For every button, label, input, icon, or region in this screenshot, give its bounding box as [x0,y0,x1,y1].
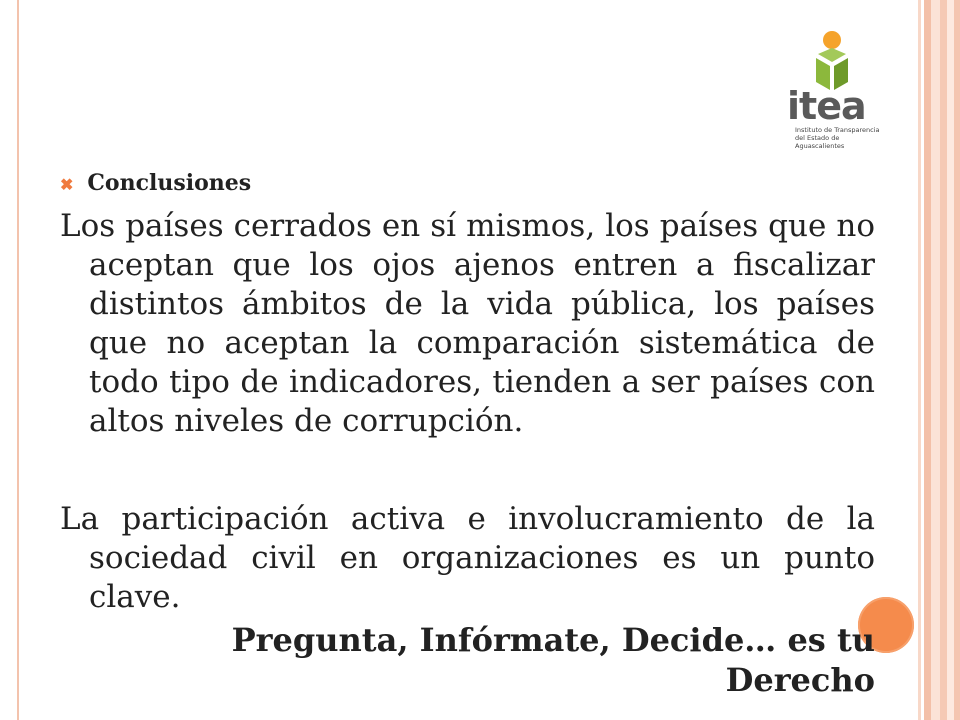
logo-wordmark: itea [787,84,866,128]
heading-text: Conclusiones [87,170,252,196]
section-heading [60,170,251,196]
slogan-line2: Derecho [725,661,875,699]
bullet-x-icon: ✖ [60,175,74,194]
slogan-line1: Pregunta, Infórmate, Decide… es tu [231,621,875,659]
slogan [60,620,875,700]
logo-subtitle-line2: del Estado de Aguascalientes [795,134,845,150]
decorative-band [918,0,960,720]
logo-subtitle [795,126,885,150]
slide-frame-left [17,0,19,720]
logo-subtitle-line1: Instituto de Transparencia [795,126,880,134]
paragraph-2: La participación activa e involucramiento de la sociedad civil en organizaciones es un punto clave. [60,501,875,615]
paragraph-1: Los países cerrados en sí mismos, los países que no aceptan que los ojos ajenos entren a fiscalizar distintos ámbitos de la vida pública, los países que no aceptan la comparación sistemática de todo tipo de indicadores, tienden a ser países con altos niveles de corrupción. [60,208,875,439]
